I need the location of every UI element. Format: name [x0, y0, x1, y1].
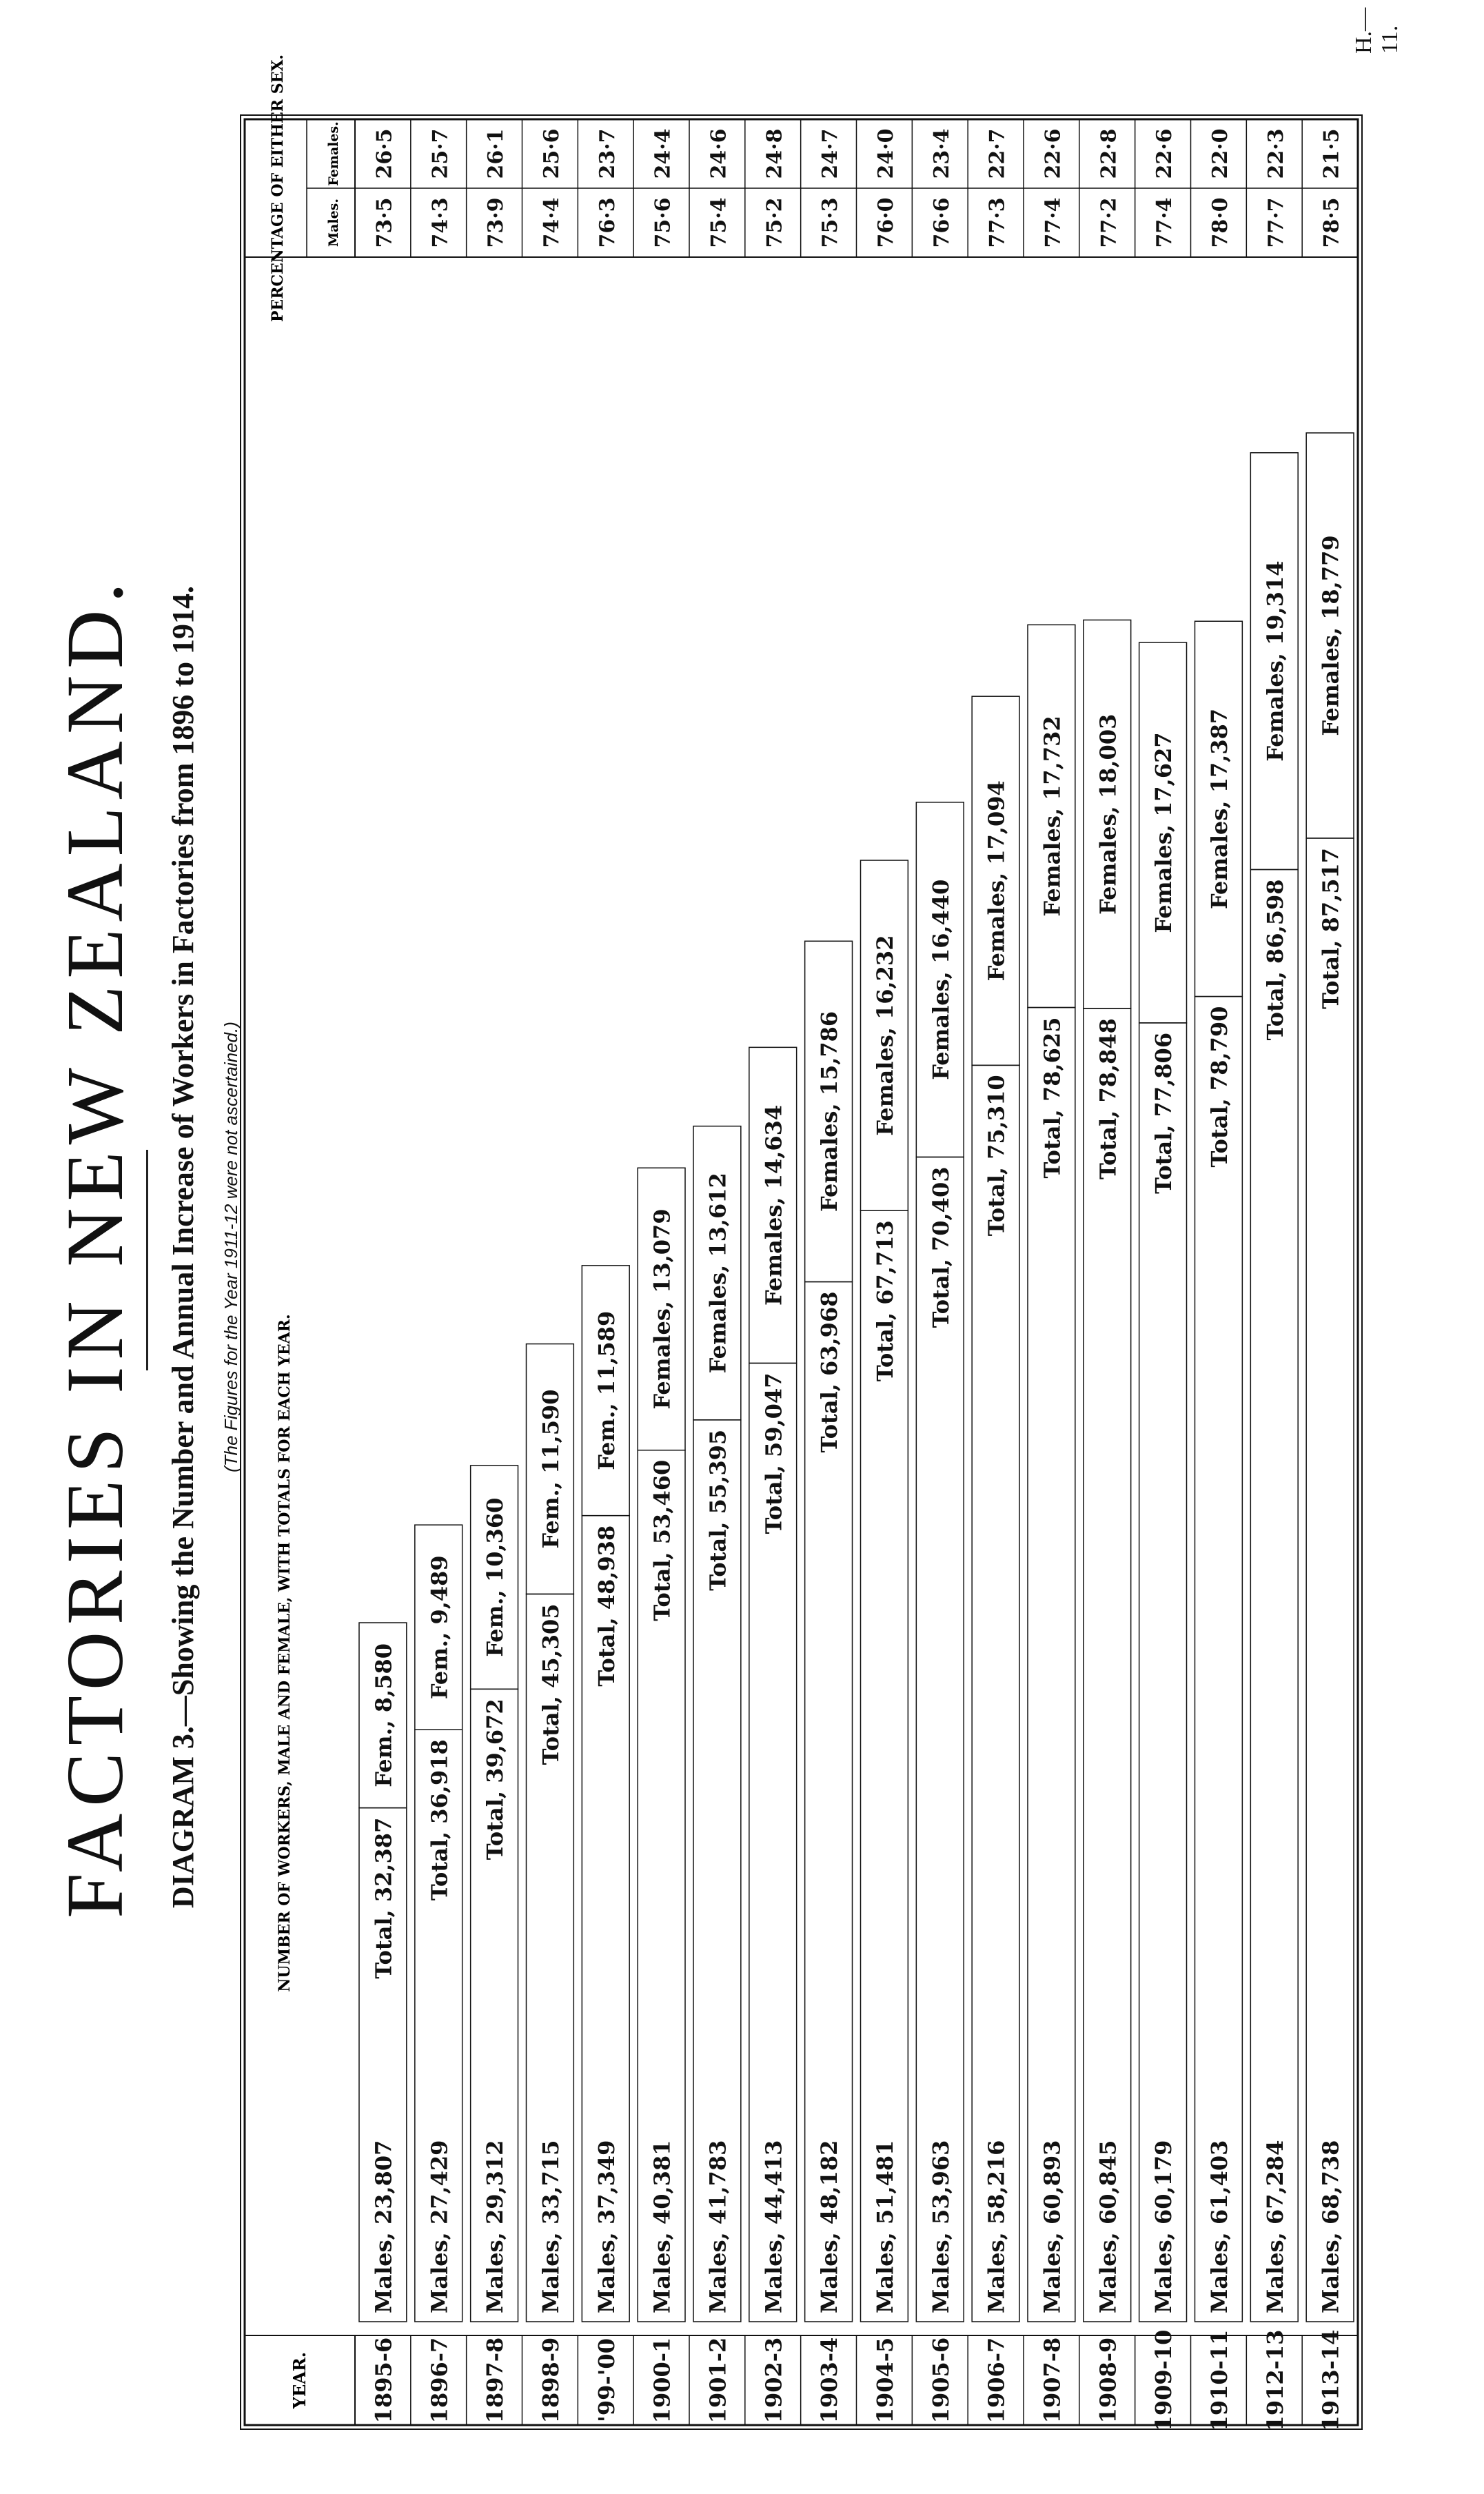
male-value-label: Males, 53,963: [927, 2140, 954, 2313]
female-percentage: 22·6: [1152, 128, 1177, 179]
year-label: 1903-4: [816, 2337, 843, 2424]
female-percentage: 23·7: [595, 128, 620, 179]
male-percentage: 77·4: [1152, 197, 1177, 248]
males-pct-header: Males.: [326, 199, 341, 247]
table-row: [1084, 119, 1135, 2425]
male-bar: [1306, 838, 1354, 2322]
male-percentage: 75·2: [762, 197, 787, 248]
total-value-label: Total, 36,918: [426, 1739, 453, 1901]
total-value-label: Total, 39,672: [482, 1699, 509, 1861]
male-percentage: 74·4: [539, 197, 564, 248]
male-percentage: 73·9: [484, 197, 509, 248]
male-percentage: 73·5: [372, 197, 397, 248]
female-value-label: Females, 19,314: [1261, 560, 1288, 762]
year-label: 1905-6: [927, 2337, 954, 2424]
female-percentage: 25·7: [428, 128, 453, 179]
total-value-label: Total, 75,310: [983, 1075, 1010, 1237]
male-value-label: Males, 40,381: [649, 2140, 675, 2313]
total-value-label: Total, 53,460: [649, 1459, 675, 1621]
table-row: [471, 119, 522, 2425]
male-value-label: Males, 41,783: [704, 2140, 731, 2313]
male-percentage: 77·4: [1041, 197, 1066, 248]
year-label: 1902-3: [760, 2337, 787, 2424]
year-header: YEAR.: [289, 2351, 309, 2409]
female-percentage: 22·0: [1208, 128, 1232, 179]
male-value-label: Males, 37,349: [593, 2140, 620, 2313]
table-row: [693, 119, 745, 2425]
female-value-label: Females, 17,094: [983, 780, 1010, 982]
female-percentage: 26·5: [372, 128, 397, 179]
table-row: [359, 119, 411, 2425]
year-label: 1906-7: [983, 2337, 1010, 2424]
table-row: [582, 119, 633, 2425]
female-percentage: 24·0: [873, 128, 898, 179]
total-value-label: Total, 45,305: [537, 1603, 564, 1765]
year-label: 1910-11: [1206, 2329, 1232, 2431]
male-bar: [1250, 869, 1298, 2322]
total-value-label: Total, 86,598: [1261, 879, 1288, 1041]
table-row: [1139, 119, 1191, 2431]
table-headers: [269, 54, 341, 2409]
year-label: 1904-5: [871, 2337, 898, 2424]
male-bar: [1084, 1008, 1131, 2322]
male-value-label: Males, 60,893: [1039, 2140, 1066, 2313]
total-value-label: Total, 70,403: [927, 1166, 954, 1328]
female-percentage: 23·4: [929, 128, 954, 179]
total-value-label: Total, 78,848: [1095, 1018, 1121, 1179]
male-value-label: Males, 61,403: [1206, 2140, 1232, 2313]
female-value-label: Females, 18,003: [1095, 713, 1121, 915]
year-label: 1908-9: [1095, 2337, 1121, 2424]
table-row: [527, 119, 578, 2425]
female-value-label: Fem., 9,489: [426, 1555, 453, 1700]
total-value-label: Total, 32,387: [370, 1817, 397, 1979]
year-label: 1907-8: [1039, 2337, 1066, 2424]
diagram-note: (The Figures for the Year 1911-12 were not ascertained.): [221, 1022, 241, 1472]
table-row: [415, 119, 467, 2425]
male-value-label: Males, 23,807: [370, 2140, 397, 2313]
table-row: [749, 119, 801, 2425]
male-percentage: 75·3: [818, 197, 843, 248]
male-percentage: 77·7: [1263, 197, 1288, 248]
male-percentage: 76·0: [873, 197, 898, 248]
male-value-label: Males, 68,738: [1317, 2140, 1344, 2313]
male-percentage: 77·3: [985, 197, 1010, 248]
page-number: H.—11.: [1351, 7, 1403, 54]
year-label: 1897-8: [482, 2337, 509, 2424]
table-row: [1028, 119, 1079, 2425]
data-rows: [359, 119, 1358, 2431]
female-value-label: Females, 15,786: [816, 1011, 843, 1212]
female-value-label: Females, 14,634: [760, 1104, 787, 1306]
male-percentage: 74·3: [428, 197, 453, 248]
male-value-label: Males, 60,845: [1095, 2140, 1121, 2313]
male-percentage: 76·3: [595, 197, 620, 248]
male-percentage: 78·0: [1208, 197, 1232, 248]
male-bar: [1028, 1008, 1075, 2322]
total-value-label: Total, 59,047: [760, 1372, 787, 1534]
total-value-label: Total, 63,968: [816, 1291, 843, 1453]
year-label: '99-'00: [593, 2338, 620, 2422]
male-value-label: Males, 33,715: [537, 2140, 564, 2313]
female-value-label: Fem., 11,590: [537, 1389, 564, 1549]
female-value-label: Fem., 10,360: [482, 1497, 509, 1657]
female-percentage: 22·3: [1263, 128, 1288, 179]
total-value-label: Total, 77,806: [1150, 1032, 1177, 1194]
female-percentage: 24·8: [762, 128, 787, 179]
year-label: 1895-6: [370, 2337, 397, 2424]
male-bar: [1139, 1023, 1187, 2322]
male-percentage: 75·4: [707, 197, 731, 248]
total-value-label: Total, 78,790: [1206, 1006, 1232, 1168]
table-row: [1250, 119, 1302, 2431]
male-bar: [1195, 997, 1243, 2322]
female-value-label: Females, 18,779: [1317, 535, 1344, 736]
male-value-label: Males, 29,312: [482, 2140, 509, 2313]
female-percentage: 22·7: [985, 128, 1010, 179]
female-value-label: Females, 17,387: [1206, 708, 1232, 910]
table-row: [1306, 119, 1358, 2431]
male-percentage: 75·6: [651, 197, 675, 248]
female-value-label: Females, 17,627: [1150, 732, 1177, 933]
male-value-label: Males, 60,179: [1150, 2140, 1177, 2313]
table-frame: [241, 115, 1362, 2429]
male-percentage: 76·6: [929, 197, 954, 248]
year-label: 1898-9: [537, 2337, 564, 2424]
outer-border: [241, 115, 1362, 2429]
total-value-label: Total, 87,517: [1317, 847, 1344, 1009]
male-bar: [972, 1065, 1019, 2322]
female-percentage: 24·4: [651, 128, 675, 179]
table-row: [861, 119, 913, 2425]
female-value-label: Females, 13,079: [649, 1208, 675, 1410]
total-value-label: Total, 55,395: [704, 1429, 731, 1591]
table-row: [972, 119, 1024, 2425]
year-label: 1913-14: [1317, 2329, 1344, 2431]
workers-header: NUMBER OF WORKERS, MALE AND FEMALE, WITH TOTALS FOR EACH YEAR.: [276, 1314, 294, 1992]
female-value-label: Fem., 11,589: [593, 1310, 620, 1470]
table-row: [916, 119, 968, 2425]
females-pct-header: Females.: [326, 121, 341, 186]
table-row: [638, 119, 689, 2425]
total-value-label: Total, 67,713: [871, 1220, 898, 1382]
male-value-label: Males, 27,429: [426, 2140, 453, 2313]
female-value-label: Fem., 8,580: [370, 1643, 397, 1787]
year-label: 1901-2: [704, 2337, 731, 2424]
female-percentage: 21·5: [1319, 128, 1344, 179]
male-percentage: 77·2: [1097, 197, 1121, 248]
table-row: [805, 119, 857, 2425]
male-value-label: Males, 48,182: [816, 2140, 843, 2313]
total-value-label: Total, 78,625: [1039, 1017, 1066, 1179]
female-value-label: Females, 13,612: [704, 1173, 731, 1374]
female-value-label: Females, 17,732: [1039, 716, 1066, 917]
female-percentage: 22·6: [1041, 128, 1066, 179]
percentage-header: PERCENTAGE OF EITHER SEX.: [269, 54, 287, 323]
male-value-label: Males, 58,216: [983, 2140, 1010, 2313]
female-value-label: Females, 16,232: [871, 935, 898, 1136]
female-percentage: 24·7: [818, 128, 843, 179]
table-row: [1195, 119, 1247, 2431]
female-percentage: 25·6: [539, 128, 564, 179]
male-percentage: 78·5: [1319, 197, 1344, 248]
male-value-label: Males, 51,481: [871, 2140, 898, 2313]
year-label: 1896-7: [426, 2337, 453, 2424]
inner-border: [245, 119, 1358, 2425]
female-percentage: 26·1: [484, 128, 509, 179]
year-label: 1900-1: [649, 2337, 675, 2424]
total-value-label: Total, 48,938: [593, 1525, 620, 1687]
male-value-label: Males, 44,413: [760, 2140, 787, 2313]
page-title: FACTORIES IN NEW ZEALAND.: [50, 576, 140, 1918]
female-percentage: 24·6: [707, 128, 731, 179]
year-label: 1909-10: [1150, 2329, 1177, 2431]
year-label: 1912-13: [1261, 2329, 1288, 2431]
diagram-subtitle: DIAGRAM 3.—Showing the Number and Annual Increase of Workers in Factories from 1896 to 1914.: [166, 585, 200, 1909]
male-value-label: Males, 67,284: [1261, 2140, 1288, 2313]
female-value-label: Females, 16,440: [927, 879, 954, 1080]
female-percentage: 22·8: [1097, 128, 1121, 179]
